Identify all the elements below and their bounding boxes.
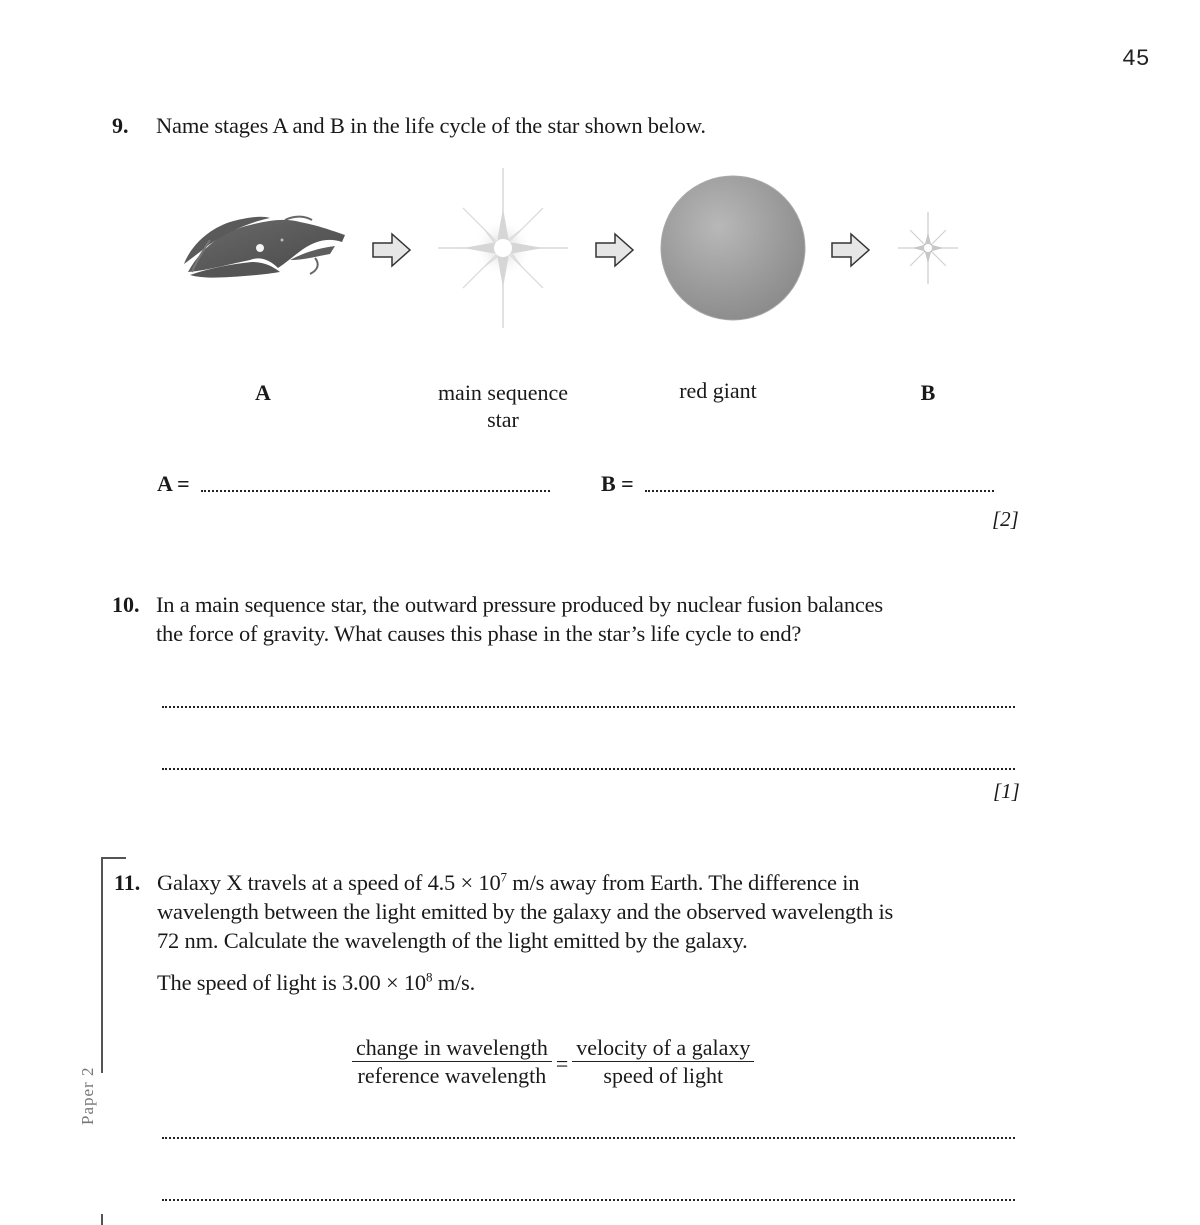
equation-left-numerator: change in wavelength	[352, 1034, 552, 1062]
question-10-line-2: the force of gravity. What causes this phase in the star’s life cycle to end?	[156, 621, 802, 646]
star-life-cycle-diagram	[170, 160, 990, 340]
equation-right-fraction	[572, 1034, 754, 1089]
equation-left-denominator: reference wavelength	[357, 1063, 547, 1088]
question-9-text: Name stages A and B in the life cycle of the star shown below.	[156, 113, 706, 138]
question-10-marks: [1]	[993, 779, 1020, 803]
stage-label-b: B	[920, 380, 936, 405]
stage-label-main-sequence	[403, 379, 603, 433]
red-giant-sphere-icon	[661, 176, 805, 320]
right-arrow-icon	[832, 234, 869, 266]
answer-a-field[interactable]	[201, 490, 550, 492]
bright-star-icon	[438, 168, 568, 328]
answer-a-label: A =	[157, 471, 190, 496]
answer-line-11-1[interactable]	[162, 1137, 1015, 1139]
answer-b-field[interactable]	[645, 490, 994, 492]
question-11-line-3: 72 nm. Calculate the wavelength of the light emitted by the galaxy.	[157, 928, 748, 953]
question-10-line-1: In a main sequence star, the outward pressure produced by nuclear fusion balances	[156, 592, 883, 617]
question-9-marks: [2]	[992, 507, 1019, 531]
paper-side-label: Paper 2	[78, 1066, 97, 1125]
answer-line-10-2[interactable]	[162, 768, 1015, 770]
equation-equals-sign: =	[555, 1050, 569, 1076]
equation-right-denominator: speed of light	[603, 1063, 724, 1088]
stage-label-main-sequence-line2: star	[487, 407, 519, 432]
question-11-text	[157, 868, 893, 955]
equation-left-fraction	[352, 1034, 552, 1089]
question-11-number: 11.	[114, 870, 141, 895]
stage-label-red-giant: red giant	[679, 378, 757, 403]
right-arrow-icon	[373, 234, 410, 266]
answer-line-11-2[interactable]	[162, 1199, 1015, 1201]
question-11-line-1: Galaxy X travels at a speed of $4.5 \times 10^7$ m/s away from Earth. The difference in	[157, 869, 860, 895]
question-10-number: 10.	[112, 592, 140, 617]
small-star-icon	[898, 212, 958, 284]
stage-label-main-sequence-line1: main sequence	[437, 380, 569, 405]
answer-b-label: B =	[601, 471, 634, 496]
right-arrow-icon	[596, 234, 633, 266]
question-9-number: 9.	[112, 113, 129, 138]
redshift-equation	[352, 1034, 754, 1089]
page-number: 45	[1122, 46, 1150, 72]
margin-bracket-line-lower	[101, 1214, 103, 1225]
margin-bracket-top	[101, 857, 126, 859]
question-11-speed-of-light: The speed of light is $3.00 \times 10^8$ m/s.	[157, 969, 476, 995]
equation-right-numerator: velocity of a galaxy	[572, 1034, 754, 1062]
question-10-text	[156, 590, 883, 648]
margin-bracket-line	[101, 857, 103, 1073]
nebula-icon	[184, 217, 345, 278]
answer-line-10-1[interactable]	[162, 706, 1015, 708]
stage-label-a: A	[255, 380, 271, 405]
question-11-line-2: wavelength between the light emitted by the galaxy and the observed wavelength is	[157, 899, 894, 924]
